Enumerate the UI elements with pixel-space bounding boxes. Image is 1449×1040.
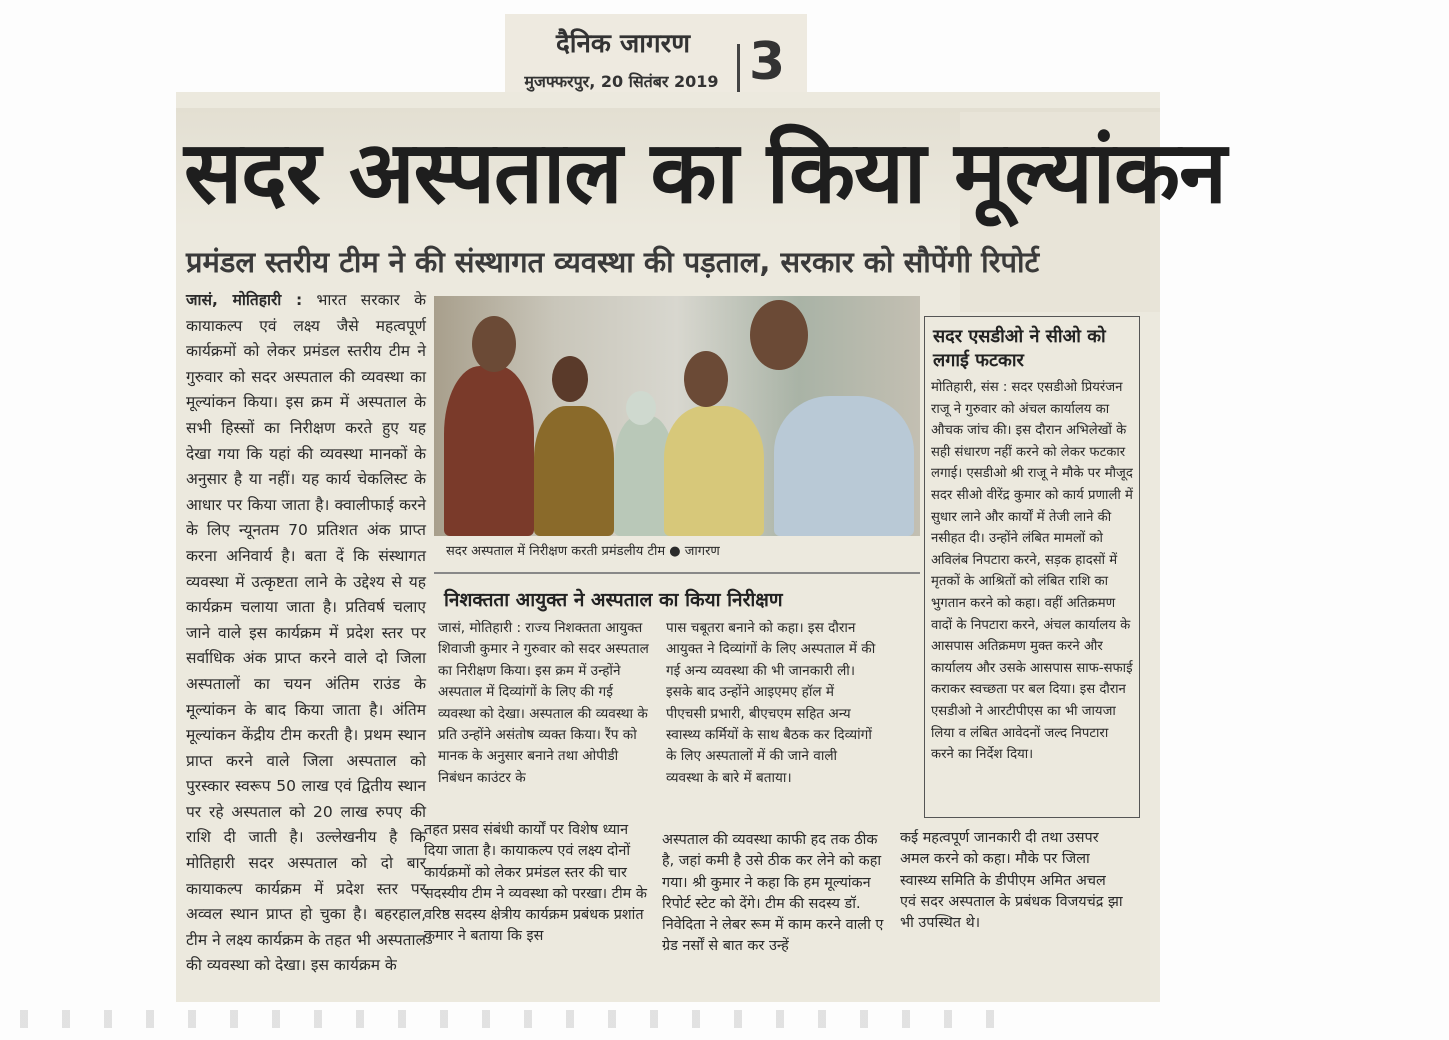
- sidebar-box: [924, 316, 1140, 818]
- photo-caption: सदर अस्पताल में निरीक्षण करती प्रमंडलीय टीम ● जागरण: [446, 544, 720, 559]
- masthead-divider: [737, 44, 740, 94]
- newspaper-name: दैनिक जागरण: [555, 29, 691, 59]
- scanner-edge-marks: [20, 1010, 1020, 1028]
- sidebar-body: मोतिहारी, संस : सदर एसडीओ प्रियरंजन राजू ने गुरुवार को अंचल कार्यालय का औचक जांच की। इस दौरान अभिलेखों के सही संधारण नहीं करने को लेकर फटकार लगाई। एसडीओ श्री राजू ने मौके पर मौजूद सदर सीओ वीरेंद्र कुमार को कार्य प्रणाली में सुधार लाने और कार्यों में तेजी लाने की नसीहत दी। उन्होंने लंबित मामलों को अविलंब निपटारा करने, सड़क हादसों में मृतकों के आश्रितों को लंबित राशि का भुगतान करने को कहा। वहीं अतिक्रमण वादों के निपटारा करने, अंचल कार्यालय के आसपास अतिक्रमण मुक्त करने और कार्यालय और उसके आसपास साफ-सफाई कराकर स्वच्छता पर बल दिया। इस दौरान एसडीओ ने आरटीपीएस का भी जायजा लिया व लंबित आवेदनों जल्द निपटारा करने का निर्देश दिया।: [931, 380, 1133, 763]
- news-clipping: [176, 92, 1226, 1002]
- subheadline: प्रमंडल स्तरीय टीम ने की संस्थागत व्यवस्था की पड़ताल, सरकार को सौपेंगी रिपोर्ट: [186, 245, 1040, 279]
- article-body-col-3: अस्पताल की व्यवस्था काफी हद तक ठीक है, जहां कमी है उसे ठीक कर लेने को कहा गया। श्री कुमार ने कहा कि हम मूल्यांकन रिपोर्ट स्टेट को देंगे। टीम की सदस्य डॉ. निवेदिता ने लेबर रूम में काम करने वाली ए ग्रेड नर्सों से बात कर उन्हें: [662, 832, 884, 955]
- article-body-col-4: कई महत्वपूर्ण जानकारी दी तथा उसपर अमल करने को कहा। मौके पर जिला स्वास्थ्य समिति के डीपीएम अमित अचल एवं सदर अस्पताल के प्रबंधक विजयचंद्र झा भी उपस्थित थे।: [900, 830, 1123, 932]
- article-body-col-2: तहत प्रसव संबंधी कार्यों पर विशेष ध्यान दिया जाता है। कायाकल्प एवं लक्ष्य दोनों कार्यक्रमों को लेकर प्रमंडल स्तर की चार सदस्यीय टीम ने व्यवस्था को परखा। टीम के वरिष्ठ सदस्य क्षेत्रीय कार्यक्रम प्रबंधक प्रशांत कुमार ने बताया कि इस: [424, 822, 647, 945]
- article-body-text: भारत सरकार के कायाकल्प एवं लक्ष्य जैसे महत्वपूर्ण कार्यक्रमों को लेकर प्रमंडल स्तरीय टीम ने गुरुवार को सदर अस्पताल की व्यवस्था का मूल्यांकन किया। इस क्रम में अस्पताल के सभी हिस्सों का निरीक्षण करते हुए यह देखा गया कि यहां की व्यवस्था मानकों के अनुसार है या नहीं। यह कार्य चेकलिस्ट के आधार पर किया जाता है। क्वालीफाई करने के लिए न्यूनतम 70 प्रतिशत अंक प्राप्त करना अनिवार्य है। बता दें कि संस्थागत व्यवस्था में उत्कृष्टता लाने के उद्देश्य से यह कार्यक्रम चलाया जाता है। प्रतिवर्ष चलाए जाने वाले इस कार्यक्रम में प्रदेश स्तर पर सर्वाधिक अंक प्राप्त करने वाले दो जिला अस्पतालों का चयन अंतिम राउंड के मूल्यांकन के बाद किया जाता है। अंतिम मूल्यांकन केंद्रीय टीम करती है। प्रथम स्थान प्राप्त करने वाले जिला अस्पताल को पुरस्कार स्वरूप 50 लाख एवं द्वितीय स्थान पर रहे अस्पताल को 20 लाख रुपए की राशि दी जाती है। उल्लेखनीय है कि मोतिहारी सदर अस्पताल को दो बार कायाकल्प कार्यक्रम में प्रदेश स्तर पर अव्वल स्थान प्राप्त हो चुका है। बहरहाल, टीम ने लक्ष्य कार्यक्रम के तहत भी अस्पताल की व्यवस्था को देखा। इस कार्यक्रम के: [186, 291, 426, 975]
- page-number: 3: [749, 32, 786, 92]
- secondary-body-col-2: पास चबूतरा बनाने को कहा। इस दौरान आयुक्त ने दिव्यांगों के लिए अस्पताल में की गई अन्य व्यवस्था की भी जानकारी ली। इसके बाद उन्होंने आइएमए हॉल में पीएचसी प्रभारी, बीएचएम सहित अन्य स्वास्थ्य कर्मियों के साथ बैठक कर दिव्यांगों के लिए अस्पतालों में की जाने वाली व्यवस्था के बारे में बताया।: [666, 620, 876, 786]
- article-dateline: जासं, मोतिहारी :: [186, 291, 303, 309]
- edition-date: मुजफ्फरपुर, 20 सितंबर 2019: [524, 72, 719, 91]
- sidebar-headline: सदर एसडीओ ने सीओ को लगाई फटकार: [933, 326, 1106, 371]
- headline: सदर अस्पताल का किया मूल्यांकन: [184, 123, 1226, 223]
- secondary-body-col-1: जासं, मोतिहारी : राज्य निशक्तता आयुक्त शिवाजी कुमार ने गुरुवार को सदर अस्पताल का निरीक्षण किया। इस क्रम में उन्होंने अस्पताल में दिव्यांगों के लिए की गई व्यवस्था को देखा। अस्पताल की व्यवस्था के प्रति उन्होंने असंतोष व्यक्त किया। रैंप को मानक के अनुसार बनाने तथा ओपीडी निबंधन काउंटर के: [438, 620, 649, 786]
- secondary-headline: निशक्तता आयुक्त ने अस्पताल का किया निरीक्षण: [444, 589, 783, 611]
- newspaper-masthead: [505, 14, 807, 98]
- news-photo: [434, 296, 920, 536]
- article-body-left: [186, 288, 426, 988]
- section-divider: [434, 572, 920, 574]
